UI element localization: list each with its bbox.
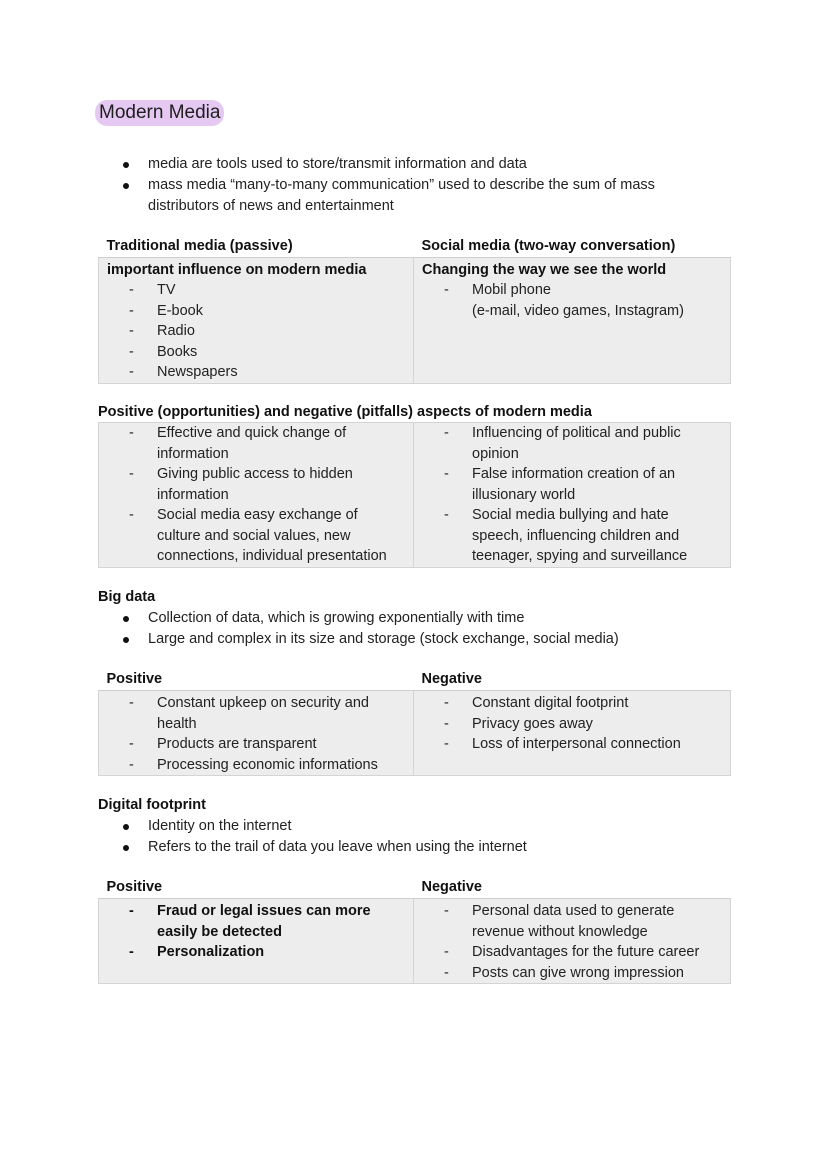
section-heading: Positive (opportunities) and negative (pitfalls) aspects of modern media (98, 404, 592, 420)
footprint-bullet-list (120, 816, 720, 858)
bullet-icon (123, 183, 129, 189)
bullet-icon (123, 637, 129, 643)
table-cell (414, 691, 731, 776)
bullet-item: Identity on the internet (120, 816, 720, 837)
list-item: - Social media easy exchange of culture and social values, new connections, individual presentation (129, 507, 387, 564)
list-item: - Fraud or legal issues can more easily be detected (129, 903, 371, 940)
intro-bullet-list (120, 154, 720, 217)
footprint-negative-list (414, 899, 730, 983)
table-cell (99, 280, 414, 383)
list-item: - E-book (129, 302, 203, 319)
bullet-icon (123, 845, 129, 851)
list-item: - Effective and quick change of information (129, 425, 347, 462)
table-subheader: Changing the way we see the world (414, 258, 731, 281)
list-item: - Social media bullying and hate speech, influencing children and teenager, spying and surveillance (444, 507, 688, 564)
big-data-positive-list (99, 691, 413, 775)
big-data-table (98, 669, 731, 776)
list-item: - Disadvantages for the future career (444, 944, 700, 960)
table-cell (414, 899, 731, 984)
list-item: - Giving public access to hidden information (129, 466, 353, 503)
table-cell (99, 423, 414, 568)
table-header: Positive (99, 669, 414, 691)
table-header: Positive (99, 877, 414, 899)
table-cell (99, 691, 414, 776)
list-item: - Loss of interpersonal connection (444, 736, 681, 752)
list-item: - Newspapers (129, 364, 238, 380)
bullet-icon (123, 824, 129, 830)
list-item: - Constant digital footprint (444, 695, 629, 711)
list-item: - Products are transparent (129, 736, 317, 752)
table-cell (414, 280, 731, 383)
bullet-item: mass media “many-to-many communication” used to describe the sum of mass distributors of news and entertainment (120, 175, 720, 217)
list-item: - Privacy goes away (444, 715, 593, 732)
table-cell (414, 423, 731, 568)
table-subheader: important influence on modern media (99, 258, 414, 281)
footprint-positive-list (99, 899, 413, 963)
footprint-table (98, 877, 731, 984)
list-item: - Books (129, 343, 198, 360)
traditional-media-list (99, 280, 413, 383)
table-header: Traditional media (passive) (99, 236, 414, 258)
section-heading: Big data (98, 589, 156, 605)
list-item: - TV (129, 282, 176, 298)
media-table (98, 236, 731, 384)
bullet-item: Large and complex in its size and storage (stock exchange, social media) (120, 629, 720, 650)
bullet-item: Collection of data, which is growing exponentially with time (120, 608, 720, 629)
aspects-table (98, 422, 731, 568)
table-header: Negative (414, 877, 731, 899)
section-heading: Digital footprint (98, 797, 206, 813)
bullet-item: Refers to the trail of data you leave when using the internet (120, 837, 720, 858)
bullet-icon (123, 162, 129, 168)
list-item: - Radio (129, 323, 195, 339)
list-item: - Posts can give wrong impression (444, 964, 684, 981)
list-item: - Personalization (129, 944, 265, 960)
list-item: - Constant upkeep on security and health (129, 695, 369, 732)
list-item: - Mobil phone (444, 282, 551, 298)
negative-aspects-list (414, 423, 730, 567)
positive-aspects-list (99, 423, 413, 567)
bullet-item: media are tools used to store/transmit information and data (120, 154, 720, 175)
social-media-list (414, 280, 730, 321)
table-header: Social media (two-way conversation) (414, 236, 731, 258)
list-item: - Influencing of political and public opinion (444, 425, 681, 462)
list-item: - Personal data used to generate revenue without knowledge (444, 903, 675, 940)
list-item: - Processing economic informations (129, 756, 378, 773)
big-data-negative-list (414, 691, 730, 755)
page-title: Modern Media (95, 100, 224, 126)
list-item-note: (e-mail, video games, Instagram) (472, 302, 684, 319)
bullet-icon (123, 616, 129, 622)
table-header: Negative (414, 669, 731, 691)
table-cell (99, 899, 414, 984)
list-item: - False information creation of an illusionary world (444, 466, 676, 503)
big-data-bullet-list (120, 608, 720, 650)
